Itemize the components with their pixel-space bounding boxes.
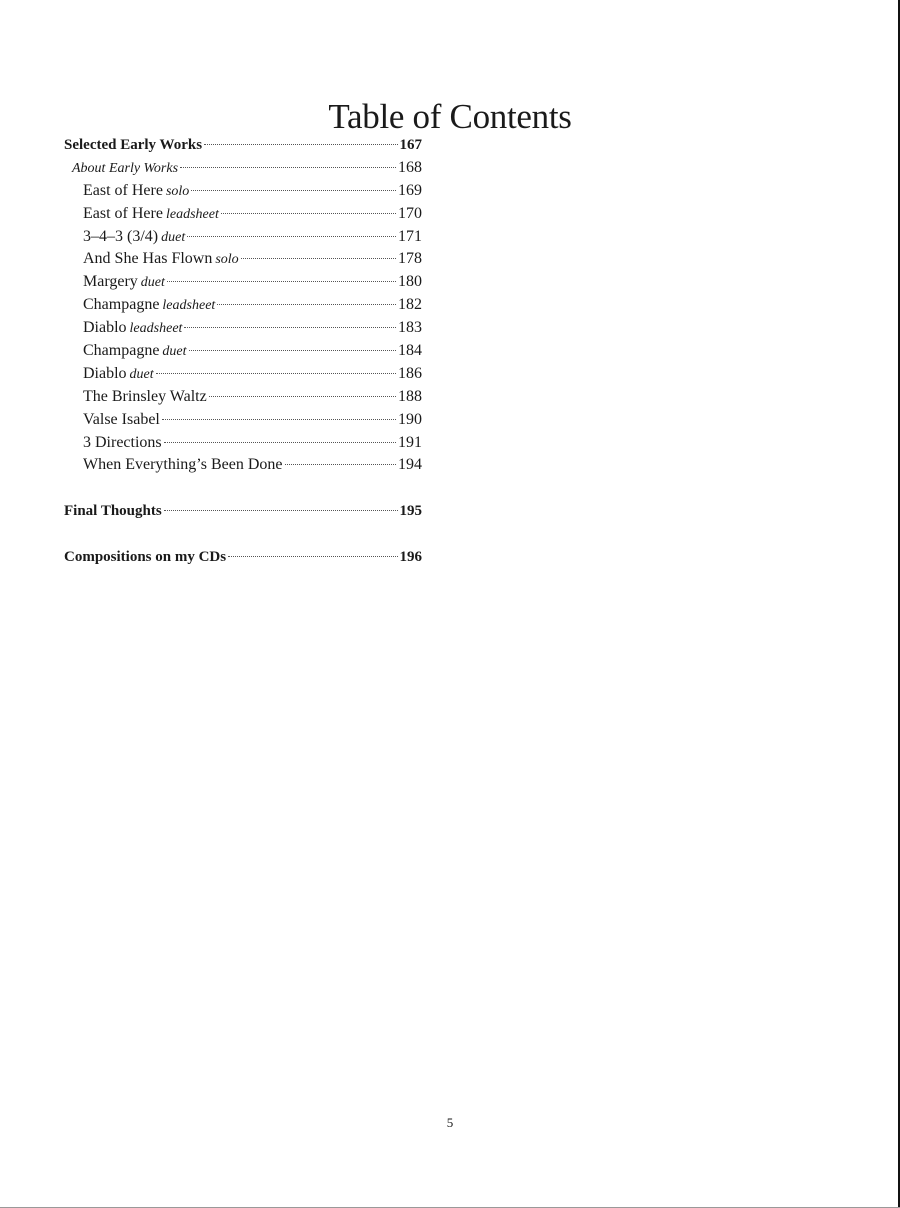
- toc-entry[interactable]: [64, 226, 422, 249]
- toc-entry-label: East of Here: [83, 204, 163, 222]
- toc-entry-label: The Brinsley Waltz: [83, 387, 207, 405]
- toc-entry[interactable]: [64, 317, 422, 340]
- toc-entry[interactable]: [64, 294, 422, 317]
- page-number: 5: [446, 1115, 454, 1130]
- toc-entry-label: Diablo: [83, 364, 127, 382]
- toc-entry-label: Valse Isabel: [83, 410, 160, 428]
- dot-leader: [180, 166, 396, 168]
- toc-entry-section[interactable]: [64, 500, 422, 523]
- dot-leader: [164, 441, 396, 443]
- toc-entry[interactable]: [64, 340, 422, 363]
- page-title: Table of Contents: [328, 97, 572, 137]
- toc-entry[interactable]: [64, 432, 422, 455]
- toc-entry-section[interactable]: [64, 134, 422, 157]
- toc-entry-page: 191: [398, 433, 422, 451]
- toc-entry-page: 169: [398, 181, 422, 199]
- spacer: [64, 523, 422, 546]
- dot-leader: [164, 509, 398, 511]
- toc-entry-label: East of Here: [83, 181, 163, 199]
- spacer: [64, 477, 422, 500]
- toc-entry-label: Diablo: [83, 319, 127, 337]
- toc-entry-label: 3 Directions: [83, 433, 162, 451]
- toc-entry-page: 194: [398, 456, 422, 474]
- toc-entry-page: 180: [398, 273, 422, 291]
- toc-entry-page: 184: [398, 342, 422, 360]
- toc-entry-note: leadsheet: [165, 206, 219, 222]
- toc-entry-page: 170: [398, 204, 422, 222]
- toc-entry-label: Margery: [83, 273, 138, 291]
- toc-entry[interactable]: [64, 454, 422, 477]
- toc-entry-note: duet: [162, 344, 187, 360]
- toc-entry-page: 195: [399, 503, 422, 520]
- toc-entry-label: Compositions on my CDs: [64, 549, 227, 566]
- dot-leader: [241, 257, 396, 259]
- toc-entry-page: 178: [398, 250, 422, 268]
- toc-entry-note: duet: [129, 366, 154, 382]
- toc-entry[interactable]: [64, 271, 422, 294]
- table-of-contents: [64, 134, 422, 569]
- toc-entry-note: duet: [140, 275, 165, 291]
- toc-entry-page: 190: [398, 410, 422, 428]
- toc-entry-label: And She Has Flown: [83, 250, 213, 268]
- toc-entry-label: Champagne: [83, 296, 160, 314]
- toc-entry-note: leadsheet: [129, 321, 183, 337]
- toc-entry-label: About Early Works: [72, 160, 179, 176]
- toc-entry-page: 167: [399, 137, 422, 153]
- dot-leader: [184, 326, 396, 328]
- dot-leader: [209, 395, 396, 397]
- dot-leader: [189, 349, 396, 351]
- toc-entry-page: 186: [398, 364, 422, 382]
- toc-entry[interactable]: [64, 409, 422, 432]
- toc-entry-label: When Everything’s Been Done: [83, 456, 283, 474]
- toc-entry-note: leadsheet: [162, 298, 216, 314]
- toc-entry[interactable]: [64, 157, 422, 180]
- toc-entry-note: duet: [161, 229, 186, 245]
- toc-entry-label: Selected Early Works: [64, 137, 203, 153]
- toc-entry-label: Final Thoughts: [64, 503, 162, 520]
- toc-entry-label: 3–4–3 (3/4): [83, 227, 159, 245]
- dot-leader: [285, 463, 397, 465]
- dot-leader: [191, 189, 396, 191]
- toc-entry-page: 168: [398, 158, 422, 176]
- toc-entry-page: 183: [398, 319, 422, 337]
- dot-leader: [162, 418, 396, 420]
- toc-entry-page: 182: [398, 296, 422, 314]
- dot-leader: [167, 280, 396, 282]
- toc-entry-label: Champagne: [83, 342, 160, 360]
- dot-leader: [156, 372, 396, 374]
- toc-entry[interactable]: [64, 386, 422, 409]
- toc-entry[interactable]: [64, 203, 422, 226]
- dot-leader: [204, 143, 397, 145]
- toc-entry-page: 188: [398, 387, 422, 405]
- toc-entry-note: solo: [215, 252, 239, 268]
- toc-entry[interactable]: [64, 248, 422, 271]
- toc-entry-page: 171: [398, 227, 422, 245]
- toc-entry[interactable]: [64, 180, 422, 203]
- toc-entry-note: solo: [165, 183, 190, 199]
- dot-leader: [217, 303, 396, 305]
- toc-entry-section[interactable]: [64, 546, 422, 569]
- dot-leader: [187, 235, 396, 237]
- dot-leader: [228, 555, 397, 557]
- toc-entry-page: 196: [399, 549, 422, 566]
- dot-leader: [221, 212, 396, 214]
- toc-entry[interactable]: [64, 363, 422, 386]
